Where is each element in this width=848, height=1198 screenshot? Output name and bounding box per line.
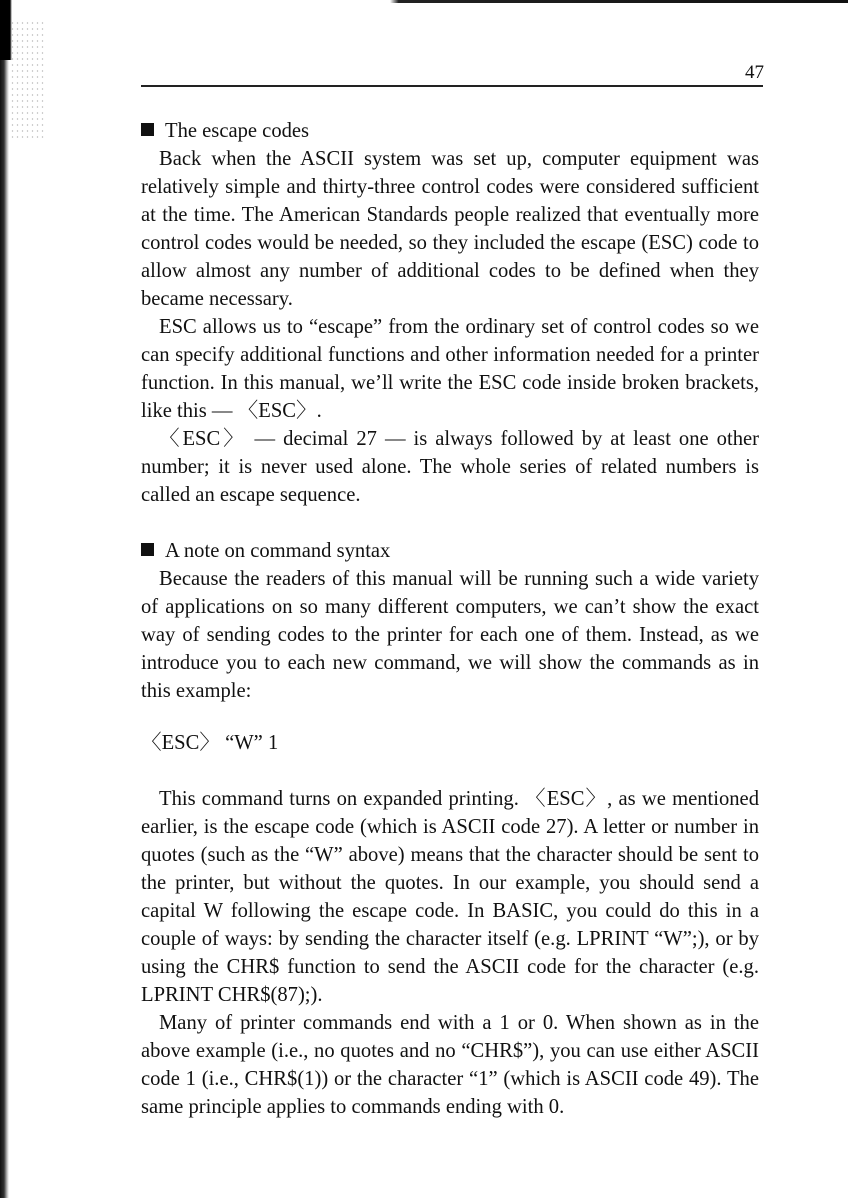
paragraph: 〈ESC〉 — decimal 27 — is always followed by at least one other number; it is never used alone. The whole series of related numbers is called an escape sequence. (141, 428, 759, 506)
command-example: 〈ESC〉 “W” 1 (141, 732, 279, 754)
paragraph: ESC allows us to “escape” from the ordinary set of control codes so we can specify additional functions and other information needed for a printer function. In this manual, we’ll write the ESC code inside broken brackets, like this — 〈ESC〉. (141, 316, 759, 422)
paragraph: This command turns on expanded printing. 〈ESC〉, as we mentioned earlier, is the escape code (which is ASCII code 27). A letter or number in quotes (such as the “W” above) means that the character should be sent to the printer, but without the quotes. In our example, you should send a capital W following the escape code. In BASIC, you could do this in a couple of ways: by sending the character itself (e.g. LPRINT “W”;), or by using the CHR$ function to send the ASCII code for the character (e.g. LPRINT CHR$(87);). (141, 788, 759, 1006)
scan-binding-edge (0, 0, 9, 1198)
scan-top-rule (0, 0, 848, 3)
section-command-syntax (141, 537, 759, 1121)
page-number: 47 (745, 62, 764, 83)
square-bullet-icon (141, 543, 154, 556)
section-heading-text: A note on command syntax (165, 540, 391, 562)
section-heading (141, 537, 759, 565)
paragraph: Many of printer commands end with a 1 or 0. When shown as in the above example (i.e., no quotes and no “CHR$”), you can use either ASCII code 1 (i.e., CHR$(1)) or the character “1” (which is ASCII code 49). The same principle applies to commands ending with 0. (141, 1012, 759, 1118)
section-heading-text: The escape codes (165, 120, 310, 142)
paragraph: Back when the ASCII system was set up, computer equipment was relatively simple and thirty-three control codes were considered sufficient at the time. The American Standards people realized that eventually more control codes would be needed, so they included the escape (ESC) code to allow almost any number of additional codes to be defined when they became necessary. (141, 148, 759, 310)
paragraph: Because the readers of this manual will be running such a wide variety of applications on so many different computers, we can’t show the exact way of sending codes to the printer for each one of them. Instead, as we introduce you to each new command, we will show the commands as in this example: (141, 568, 759, 702)
section-heading (141, 117, 759, 145)
section-escape-codes (141, 117, 759, 509)
header-rule (141, 85, 763, 87)
scan-speckle (10, 20, 46, 140)
square-bullet-icon (141, 123, 154, 136)
page-body (141, 117, 759, 1121)
